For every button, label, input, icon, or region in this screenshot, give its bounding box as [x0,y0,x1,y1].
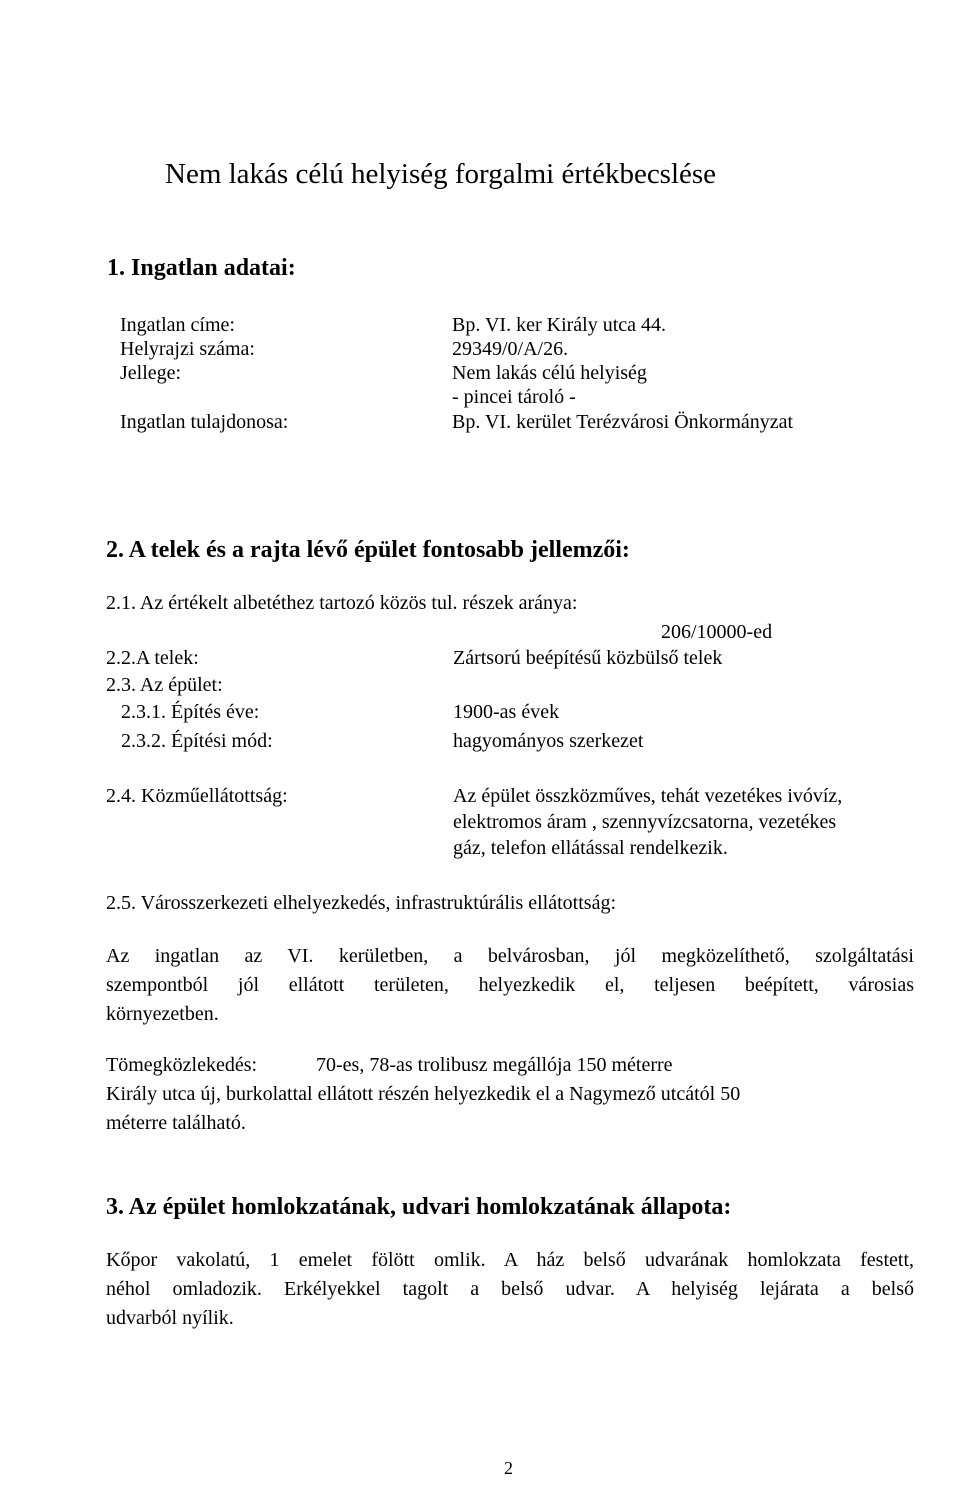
section-1-heading: 1. Ingatlan adatai: [107,255,296,281]
facade-line-1: Kőpor vakolatú, 1 emelet fölött omlik. A ház belső udvarának homlokzata festett, [106,1249,914,1271]
item-2-3-1-value: 1900-as évek [453,701,560,723]
location-para-line-1: Az ingatlan az VI. kerületben, a belvárosban, jól megközelíthető, szolgáltatási [106,945,914,967]
transport-line-2: méterre található. [106,1112,246,1134]
facade-line-3: udvarból nyílik. [106,1307,234,1329]
transport-line-1: Király utca új, burkolattal ellátott részén helyezkedik el a Nagymező utcától 50 [106,1083,741,1105]
item-2-3-label: 2.3. Az épület: [106,674,223,696]
location-para-line-3: környezetben. [106,1003,219,1025]
facade-line-2: néhol omladozik. Erkélyekkel tagolt a belső udvar. A helyiség lejárata a belső [106,1278,914,1300]
item-2-4-label: 2.4. Közműellátottság: [106,785,288,807]
label-lot-number: Helyrajzi száma: [120,338,255,360]
label-owner: Ingatlan tulajdonosa: [120,411,289,433]
value-character: Nem lakás célú helyiség [452,362,647,384]
section-3-heading: 3. Az épület homlokzatának, udvari homlokzatának állapota: [106,1194,732,1220]
item-2-5-label: 2.5. Városszerkezeti elhelyezkedés, infrastruktúrális ellátottság: [106,892,616,914]
item-2-3-1-label: 2.3.1. Építés éve: [121,701,260,723]
item-2-3-2-label: 2.3.2. Építési mód: [121,730,273,752]
document-title: Nem lakás célú helyiség forgalmi értékbecslése [165,158,717,190]
section-2-heading: 2. A telek és a rajta lévő épület fontosabb jellemzői: [106,537,630,563]
item-2-1-label: 2.1. Az értékelt albetéthez tartozó közös tul. részek aránya: [106,592,578,614]
label-character: Jellege: [120,362,182,384]
value-owner: Bp. VI. kerület Terézvárosi Önkormányzat [452,411,794,433]
location-para-line-2: szempontból jól ellátott területen, helyezkedik el, teljesen beépített, városias [106,974,914,996]
item-2-1-value: 206/10000-ed [661,621,773,643]
value-lot-number: 29349/0/A/26. [452,338,569,360]
page-number: 2 [504,1458,513,1478]
item-2-2-value: Zártsorú beépítésű közbülső telek [453,647,723,669]
transport-label: Tömegközlekedés: [106,1054,258,1076]
transport-value: 70-es, 78-as trolibusz megállója 150 méterre [316,1054,673,1076]
item-2-4-line-2: elektromos áram , szennyvízcsatorna, vezetékes [453,811,837,833]
item-2-4-line-3: gáz, telefon ellátással rendelkezik. [453,837,728,859]
label-address: Ingatlan címe: [120,314,235,336]
item-2-4-line-1: Az épület összközműves, tehát vezetékes ivóvíz, [453,785,843,807]
item-2-3-2-value: hagyományos szerkezet [453,730,644,752]
value-address: Bp. VI. ker Király utca 44. [452,314,667,336]
item-2-2-label: 2.2.A telek: [106,647,199,669]
value-character-detail: - pincei tároló - [452,386,576,408]
